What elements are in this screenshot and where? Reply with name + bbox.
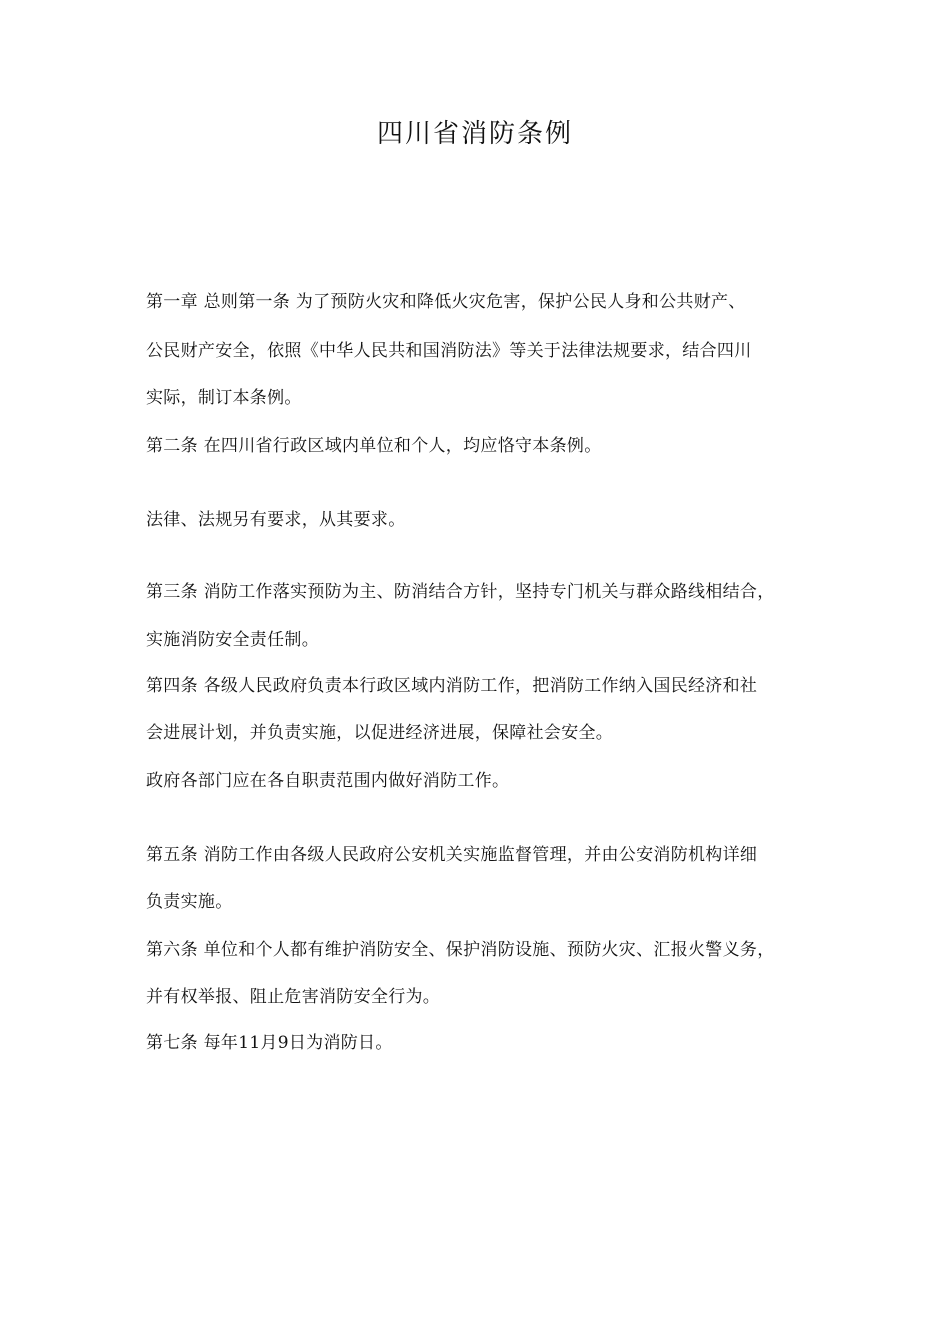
text-line-art4-c: 政府各部门应在各自职责范围内做好消防工作。	[146, 771, 510, 791]
text-line-art6-a: 第六条 单位和个人都有维护消防安全、保护消防设施、预防火灾、汇报火警义务，	[146, 940, 775, 960]
text-line-art4-b: 会进展计划，并负责实施，以促进经济进展，保障社会安全。	[146, 723, 614, 743]
text-line-art3-b: 实施消防安全责任制。	[146, 630, 319, 650]
text-line-chapter1-art1-b: 公民财产安全，依照《中华人民共和国消防法》等关于法律法规要求，结合四川	[146, 341, 752, 361]
text-line-art4-a: 第四条 各级人民政府负责本行政区域内消防工作，把消防工作纳入国民经济和社	[146, 676, 758, 696]
text-line-chapter1-art1-a: 第一章 总则第一条 为了预防火灾和降低火灾危害，保护公民人身和公共财产、	[146, 292, 746, 312]
text-line-art3-a: 第三条 消防工作落实预防为主、防消结合方针，坚持专门机关与群众路线相结合，	[146, 582, 775, 602]
text-line-art5-a: 第五条 消防工作由各级人民政府公安机关实施监督管理，并由公安消防机构详细	[146, 845, 758, 865]
text-line-art2: 第二条 在四川省行政区域内单位和个人，均应恪守本条例。	[146, 436, 602, 456]
text-line-chapter1-art1-c: 实际，制订本条例。	[146, 388, 302, 408]
document-title: 四川省消防条例	[376, 119, 573, 149]
text-line-art7: 第七条 每年11月9日为消防日。	[146, 1033, 393, 1053]
text-line-art2-b: 法律、法规另有要求，从其要求。	[146, 510, 406, 530]
text-line-art5-b: 负责实施。	[146, 892, 233, 912]
text-line-art6-b: 并有权举报、阻止危害消防安全行为。	[146, 987, 441, 1007]
